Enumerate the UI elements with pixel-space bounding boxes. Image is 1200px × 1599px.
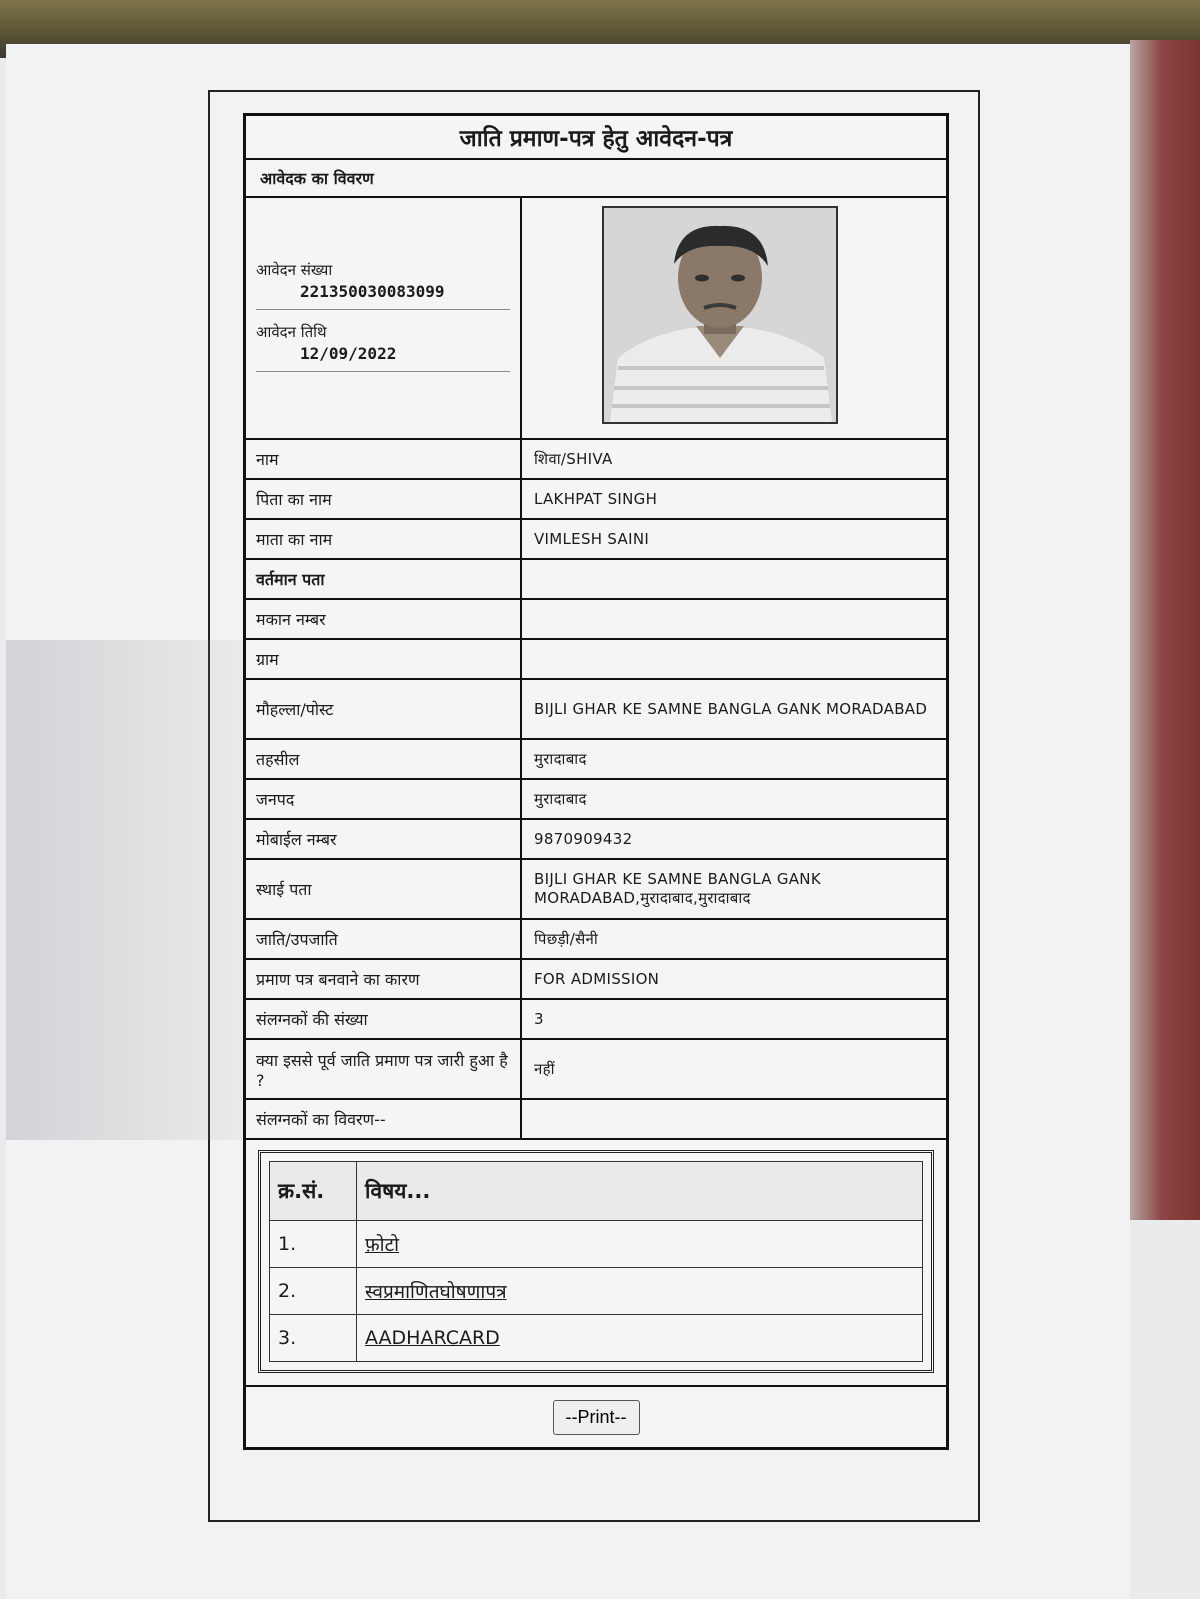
print-button[interactable]: --Print-- xyxy=(553,1400,640,1435)
field-value: मुरादाबाद xyxy=(534,790,587,808)
field-label: मोबाईल नम्बर xyxy=(246,820,522,858)
field-label: वर्तमान पता xyxy=(246,560,522,598)
person-photo-icon xyxy=(604,208,836,422)
applicant-photo xyxy=(602,206,838,424)
application-number-label: आवेदन संख्या xyxy=(256,261,333,279)
field-row-current-address xyxy=(246,560,946,600)
field-row-previous-certificate xyxy=(246,1040,946,1100)
field-value: BIJLI GHAR KE SAMNE BANGLA GANK MORADABAD,मुरादाबाद,मुरादाबाद xyxy=(534,870,821,907)
field-row-father-name xyxy=(246,480,946,520)
field-value: पिछड़ी/सैनी xyxy=(534,930,599,948)
section-heading: आवेदक का विवरण xyxy=(246,160,946,198)
field-value: शिवा/SHIVA xyxy=(534,450,613,468)
field-label: नाम xyxy=(246,440,522,478)
print-row xyxy=(246,1387,946,1447)
application-date-label: आवेदन तिथि xyxy=(256,323,327,341)
application-date: 12/09/2022 xyxy=(256,344,510,372)
field-value: 9870909432 xyxy=(534,830,633,848)
serial-number: 2. xyxy=(270,1268,357,1315)
field-row-locality xyxy=(246,680,946,740)
attachment-link-declaration[interactable]: स्वप्रमाणितघोषणापत्र xyxy=(365,1281,507,1303)
field-label: जनपद xyxy=(246,780,522,818)
attachment-link-aadhar[interactable]: AADHARCARD xyxy=(365,1327,500,1349)
field-value xyxy=(522,640,946,678)
field-label: संलग्नकों का विवरण-- xyxy=(246,1100,522,1138)
field-label: पिता का नाम xyxy=(246,480,522,518)
column-header-subject: विषय... xyxy=(357,1162,923,1221)
field-label: स्थाई पता xyxy=(246,860,522,918)
field-value: 3 xyxy=(534,1010,544,1028)
field-value: LAKHPAT SINGH xyxy=(534,490,658,508)
field-row-village xyxy=(246,640,946,680)
table-row xyxy=(270,1221,923,1268)
field-label: मकान नम्बर xyxy=(246,600,522,638)
attachments-table xyxy=(269,1161,923,1362)
application-header-block xyxy=(246,198,946,440)
form-title: जाति प्रमाण-पत्र हेतु आवेदन-पत्र xyxy=(246,116,946,160)
attachment-cell xyxy=(357,1268,923,1315)
serial-number: 3. xyxy=(270,1315,357,1362)
table-row xyxy=(270,1268,923,1315)
table-row xyxy=(270,1315,923,1362)
attachments-section xyxy=(246,1140,946,1387)
field-row-reason xyxy=(246,960,946,1000)
table-header-row xyxy=(270,1162,923,1221)
field-label: ग्राम xyxy=(246,640,522,678)
field-label: संलग्नकों की संख्या xyxy=(246,1000,522,1038)
field-label: तहसील xyxy=(246,740,522,778)
field-value: मुरादाबाद xyxy=(534,750,587,768)
field-value: नहीं xyxy=(534,1060,555,1078)
field-value: BIJLI GHAR KE SAMNE BANGLA GANK MORADABAD xyxy=(534,700,928,718)
field-value: FOR ADMISSION xyxy=(534,970,660,988)
field-label: प्रमाण पत्र बनवाने का कारण xyxy=(246,960,522,998)
field-row-name xyxy=(246,440,946,480)
field-row-caste xyxy=(246,920,946,960)
column-header-sn: क्र.सं. xyxy=(270,1162,357,1221)
field-label: मौहल्ला/पोस्ट xyxy=(246,680,522,738)
field-row-permanent-address xyxy=(246,860,946,920)
attachment-cell xyxy=(357,1315,923,1362)
field-value: VIMLESH SAINI xyxy=(534,530,650,548)
attachment-cell xyxy=(357,1221,923,1268)
field-row-mobile xyxy=(246,820,946,860)
field-value xyxy=(522,600,946,638)
field-row-attachment-count xyxy=(246,1000,946,1040)
photo-cell xyxy=(522,198,946,438)
field-row-mother-name xyxy=(246,520,946,560)
field-row-district xyxy=(246,780,946,820)
attachment-link-photo[interactable]: फ़ोटो xyxy=(365,1234,400,1256)
field-label: जाति/उपजाति xyxy=(246,920,522,958)
field-row-tehsil xyxy=(246,740,946,780)
field-row-house-number xyxy=(246,600,946,640)
field-label: माता का नाम xyxy=(246,520,522,558)
field-value xyxy=(522,560,946,598)
application-number: 221350030083099 xyxy=(256,282,510,310)
desk-edge-right xyxy=(1130,40,1200,1220)
application-form xyxy=(243,113,949,1450)
field-value xyxy=(522,1100,946,1138)
attachments-box xyxy=(258,1150,934,1373)
field-label: क्या इससे पूर्व जाति प्रमाण पत्र जारी हुआ है ? xyxy=(246,1040,522,1098)
application-info xyxy=(246,198,522,438)
field-row-attachment-details xyxy=(246,1100,946,1140)
serial-number: 1. xyxy=(270,1221,357,1268)
